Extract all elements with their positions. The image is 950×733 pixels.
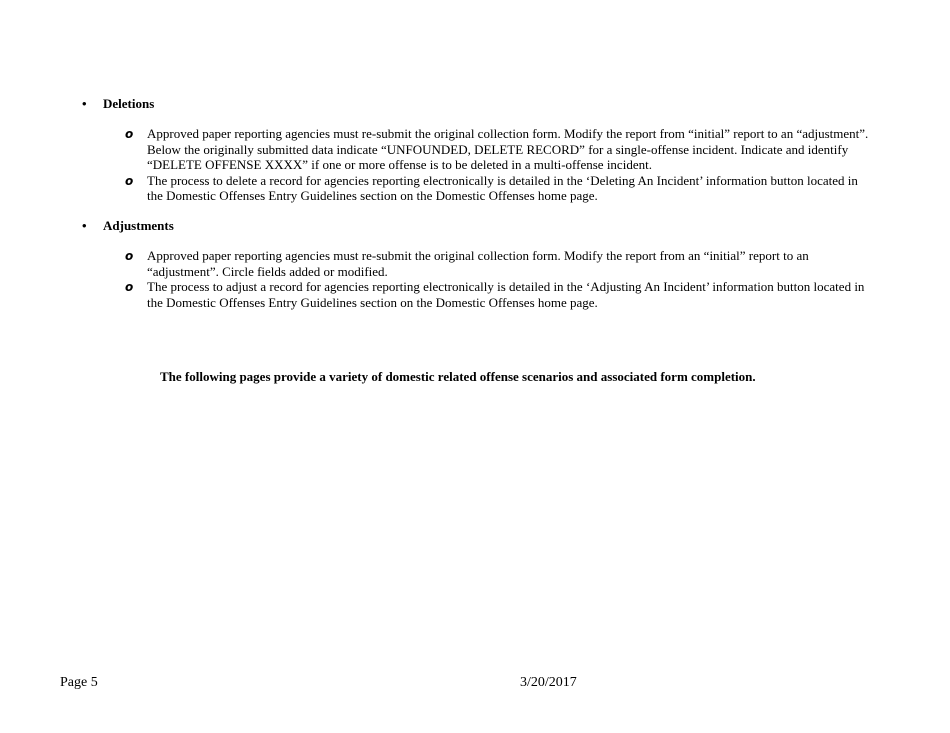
list-item-text: The process to delete a record for agencies reporting electronically is detailed in the ‘Deleting An Incident’ information button located in the Domestic Offenses Entry Guidelines section on the Domestic Offenses home page. xyxy=(147,172,858,203)
list-item xyxy=(125,279,870,310)
bullet-icon: • xyxy=(82,96,87,111)
adjustments-list xyxy=(125,248,870,310)
bullet-icon: • xyxy=(82,218,87,233)
section-title: Adjustments xyxy=(103,218,174,233)
list-item-text: Approved paper reporting agencies must re-submit the original collection form. Modify the report from an “initial” report to an “adjustment”. Circle fields added or modified. xyxy=(147,248,809,279)
deletions-list xyxy=(125,126,870,204)
section-heading-deletions xyxy=(82,96,154,111)
sub-bullet-icon: o xyxy=(125,173,134,188)
sub-bullet-icon: o xyxy=(125,280,134,294)
footer-page-number: Page 5 xyxy=(60,675,98,690)
section-title: Deletions xyxy=(103,96,155,111)
list-item xyxy=(125,126,870,173)
list-item-text: The process to adjust a record for agencies reporting electronically is detailed in the ‘Adjusting An Incident’ information button located in the Domestic Offenses Entry Guidelines section on the Domestic Offenses home page. xyxy=(147,279,865,310)
sub-bullet-icon: o xyxy=(125,249,134,263)
list-item-text: Approved paper reporting agencies must re-submit the original collection form. Modify the report from “initial” report to an “adjustment”. Below the originally submitted data indicate “UNFOUNDED, DELETE RECORD” for a single-offense incident. Indicate and identify “DELETE OFFENSE XXXX” if one or more offense is to be deleted in a multi-offense incident. xyxy=(147,126,869,172)
footer-date: 3/20/2017 xyxy=(520,675,577,690)
list-item xyxy=(125,248,870,279)
sub-bullet-icon: o xyxy=(125,127,134,141)
list-item xyxy=(125,173,870,204)
section-heading-adjustments xyxy=(82,218,174,233)
closing-note: The following pages provide a variety of domestic related offense scenarios and associated form completion. xyxy=(160,369,756,384)
